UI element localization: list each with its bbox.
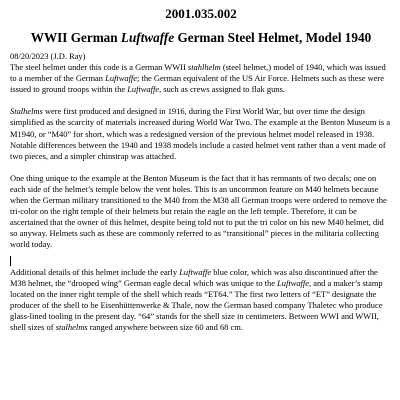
text-run: ; the German equivalent of the US Air Force. Helmets such as these were issued to ground troops within the	[10, 73, 384, 95]
italic-term: stalhelms	[55, 321, 88, 332]
decals-paragraph	[10, 173, 392, 251]
byline: 08/20/2023 (J.D. Ray)	[10, 51, 86, 61]
text-run: The steel helmet under this code is a German WWII	[10, 62, 188, 73]
text-run: were first produced and designed in 1916, during the First World War, but over time the design simplified as the scarcity of materials increased during World War Two. The example at the Benton Museum is a M1940, or “M40” for short, which was a redesigned version of the previous helmet model released in 1938. Notable differences between the 1940 and 1938 models include a casted helmet vent rather than a vent made of two pieces, and a simpler chinstrap was attached.	[10, 106, 391, 161]
italic-term: Stalhelms	[10, 106, 43, 117]
paragraph-1-body	[10, 62, 392, 95]
text-run: , such as crews assigned to flak guns.	[159, 84, 285, 95]
paragraph-2-body	[10, 106, 392, 161]
paragraph-3-body: One thing unique to the example at the Benton Museum is the fact that it has remnants of two decals; one on each side of the helmet’s temple below the vent holes. This is an uncommon feature on M40 helmets because when the German military transitioned to the M40 from the M38 all German troops were ordered to remove the tri-color on the right temple of their helmets but retain the eagle on the left temple. Therefore, it can be ascertained that the owner of this helmet, despite being told not to put the tri color on his new M40 helmet, did so anyway. Helmets such as these are commonly referred to as “transitional” pieces in the militaria collecting world today.	[10, 172, 387, 250]
text-run: ranged anywhere between size 60 and 68 cm.	[87, 321, 243, 332]
page-title	[10, 30, 392, 45]
text-cursor	[10, 256, 11, 266]
italic-term: Luftwaffe	[179, 266, 212, 277]
history-paragraph	[10, 106, 392, 161]
text-run: , and a maker’s stamp located on the inner right temple of the shell which reads “ET64.” The first two letters of “ET” designate the producer of the shell to be Eisenhüttenwerke & Thale, now the German based company Thaletec who produce glass-lined tooling in the present day. “64” stands for the shell size in centimeters. Between WWI and WWII, shell sizes of	[10, 277, 383, 332]
title-text-post: German Steel Helmet, Model 1940	[174, 30, 372, 45]
text-run: Additional details of this helmet include the early	[10, 266, 180, 277]
italic-term: Luftwaffe	[127, 84, 160, 95]
italic-term: Luftwaffe	[105, 73, 138, 84]
intro-paragraph	[10, 51, 392, 95]
title-text-italic: Luftwaffe	[120, 30, 175, 45]
details-paragraph	[10, 267, 392, 334]
text-run: (steel helmet,) model of 1940, which was issued to a member of the German	[10, 62, 386, 84]
italic-term: Luftwaffe	[277, 277, 309, 288]
title-text-pre: WWII German	[30, 30, 121, 45]
italic-term: stahlhelm	[187, 62, 221, 73]
accession-number: 2001.035.002	[165, 6, 237, 21]
paragraph-4-body	[10, 267, 392, 334]
text-run: blue color, which was also discontinued after the M38 helmet, the “drooped wing” German eagle decal which was unique to the	[10, 266, 378, 288]
